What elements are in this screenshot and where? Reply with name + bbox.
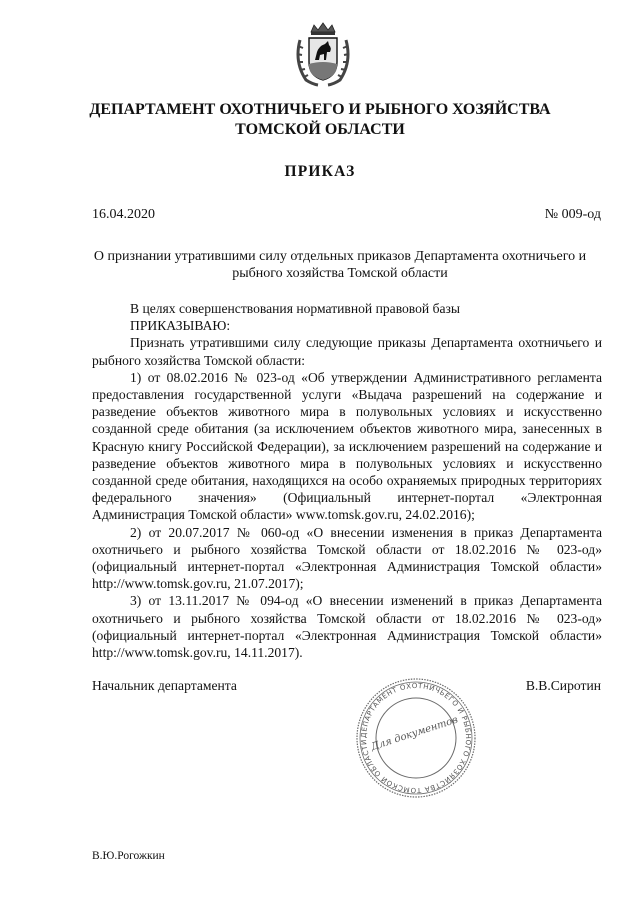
department-title-line2: ТОМСКОЙ ОБЛАСТИ <box>235 121 405 138</box>
order-word: ПРИКАЗЫВАЮ: <box>130 318 231 334</box>
list-item: 3) от 13.11.2017 № 094-од «О внесении изменений в приказ Департамента охотничьего и рыбного хозяйства Томской области от 18.02.2016 № 023-од» (официальный интернет-портал «Электронная Администрация Томской области» http://www.tomsk.gov.ru, 14.11.2017). <box>92 593 602 661</box>
order-body <box>92 300 602 661</box>
order-number: № 009-од <box>544 207 601 222</box>
coat-of-arms-icon <box>294 22 352 88</box>
stamp-center-text: Для документов <box>369 714 460 753</box>
intro-paragraph: Признать утратившими силу следующие приказы Департамента охотничьего и рыбного хозяйства Томской области: <box>92 335 602 368</box>
list-item: 1) от 08.02.2016 № 023-од «Об утверждении Административного регламента предоставления государственной услуги «Выдача разрешений на содержание и разведение объектов животного мира в полувольных условиях и искусственно созданной среде обитания (за исключением объектов животного мира, занесенных в Красную книгу Российской Федерации), за исключением разрешений на содержание и разведение объектов животного мира в полувольных условиях и искусственно созданной среде обитания, находящихся на особо охраняемых природных территориях федерального значения» (Официальный интернет-портал «Электронная Администрация Томской области» www.tomsk.gov.ru, 24.02.2016); <box>92 369 602 523</box>
stamp-ring-text: ДЕПАРТАМЕНТ ОХОТНИЧЬЕГО И РЫБНОГО ХОЗЯЙСТВА ТОМСКОЙ ОБЛАСТИ <box>359 681 473 795</box>
department-title <box>0 100 640 140</box>
list-item: 2) от 20.07.2017 № 060-од «О внесении изменения в приказ Департамента охотничьего и рыбного хозяйства Томской области от 18.02.2016 № 023-од» (официальный интернет-портал «Электронная Администрация Томской области» http://www.tomsk.gov.ru, 21.07.2017); <box>92 524 602 592</box>
signatory-name: В.В.Сиротин <box>525 678 601 693</box>
preamble: В целях совершенствования нормативной правовой базы <box>130 301 461 316</box>
document-type: ПРИКАЗ <box>284 163 356 180</box>
order-date: 16.04.2020 <box>92 207 155 222</box>
department-title-line1: ДЕПАРТАМЕНТ ОХОТНИЧЬЕГО И РЫБНОГО ХОЗЯЙСТВА <box>89 101 551 118</box>
signatory-position: Начальник департамента <box>92 678 237 693</box>
official-stamp-icon <box>354 676 478 800</box>
order-subject <box>80 248 600 282</box>
order-subject-line1: О признании утратившими силу отдельных приказов Департамента охотничьего и <box>93 249 587 264</box>
executor-name: В.Ю.Рогожкин <box>92 850 165 862</box>
order-subject-line2: рыбного хозяйства Томской области <box>232 266 448 281</box>
